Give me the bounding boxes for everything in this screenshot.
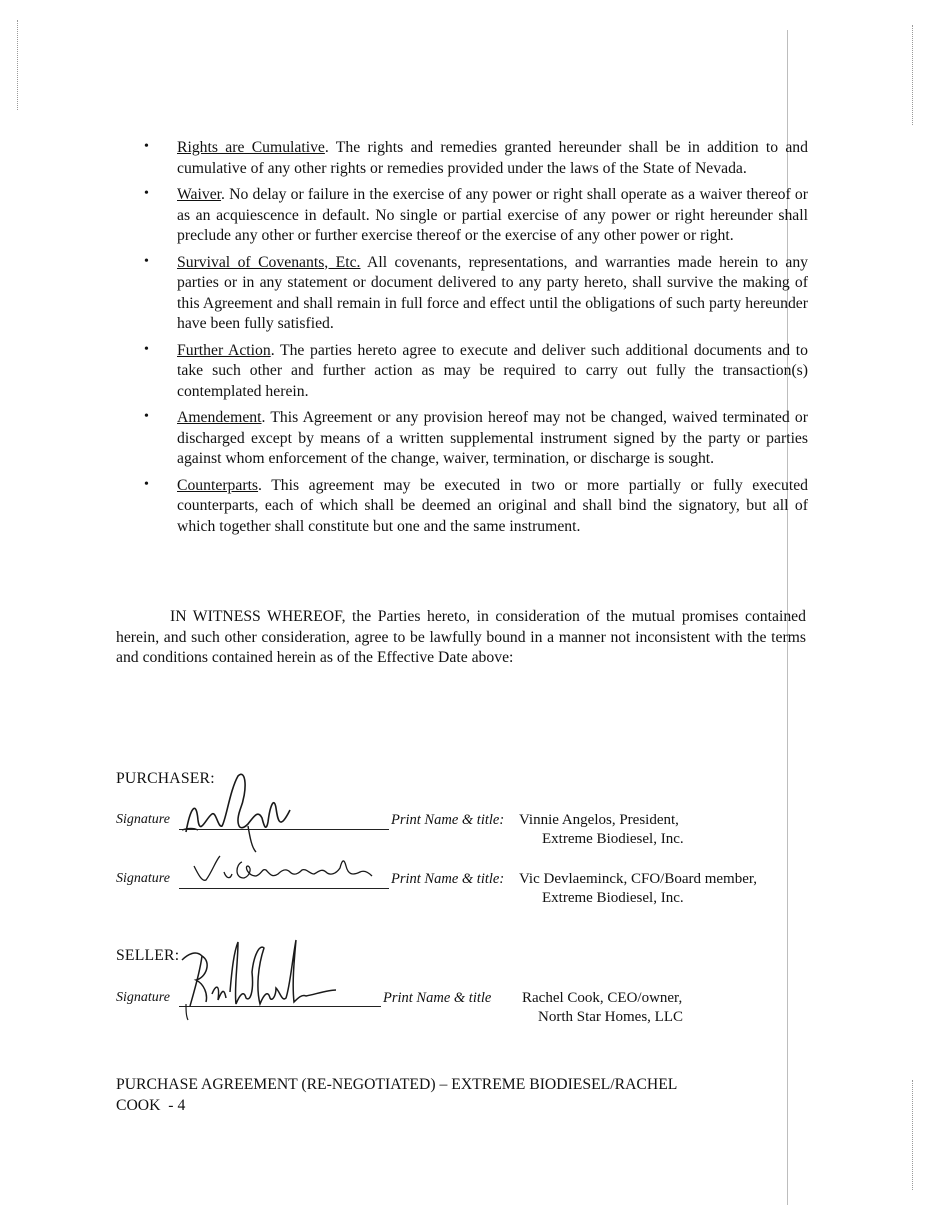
signer-name: Vinnie Angelos, President,: [519, 812, 679, 828]
clause-title: Counterparts: [177, 476, 259, 494]
signature-label: Signature: [116, 812, 170, 827]
seller-signature: [176, 932, 341, 1022]
bullet-icon: •: [144, 476, 149, 492]
clause-body: . The parties hereto agree to execute and deliver such additional documents and to take such other and further action as may be required to carry out fully the transaction(s) contemplated herein.: [177, 341, 809, 400]
print-name-label: Print Name & title: [383, 990, 492, 1006]
signature-label: Signature: [116, 990, 170, 1005]
clause-item: [140, 408, 808, 470]
bullet-icon: •: [144, 341, 149, 357]
signer-name: Rachel Cook, CEO/owner,: [522, 990, 683, 1006]
bullet-icon: •: [144, 139, 149, 154]
signature-label: Signature: [116, 871, 170, 886]
clause-text: [177, 341, 808, 403]
clause-title: Survival of Covenants, Etc.: [177, 253, 361, 271]
purchaser-heading: PURCHASER:: [116, 770, 215, 787]
scan-edge-mark-left: [17, 20, 19, 110]
print-name-label: Print Name & title:: [391, 871, 505, 887]
signer-company: Extreme Biodiesel, Inc.: [542, 890, 684, 906]
signer-company: Extreme Biodiesel, Inc.: [542, 831, 684, 847]
clause-body: . The rights and remedies granted hereunder shall be in addition to and cumulative of any other rights or remedies provided under the laws of the State of Nevada.: [177, 139, 808, 177]
purchaser-signature-2: [190, 852, 375, 892]
seller-heading: SELLER:: [116, 947, 180, 964]
clause-title: Further Action: [177, 341, 271, 359]
footer-title: PURCHASE AGREEMENT (RE-NEGOTIATED) – EXTREME BIODIESEL/RACHEL: [116, 1076, 678, 1093]
clause-item: [140, 138, 808, 179]
signer-name: Vic Devlaeminck, CFO/Board member,: [519, 871, 758, 887]
clause-title: Amendement: [177, 409, 262, 426]
bullet-icon: •: [144, 409, 149, 424]
signer-company: North Star Homes, LLC: [538, 1009, 683, 1025]
bullet-icon: •: [144, 253, 149, 269]
scan-edge-mark-right-bottom: [912, 1080, 914, 1190]
clause-text: [177, 138, 808, 179]
clause-item: [140, 185, 808, 247]
print-name-label: Print Name & title:: [391, 812, 505, 828]
clause-body: All covenants, representations, and warranties made herein to any parties or in any statement or document delivered to any party hereto, shall survive the making of this Agreement and shall remain in full force and effect until the obligations of such party hereunder have been fully satisfied.: [177, 253, 809, 332]
clause-text: [177, 185, 808, 247]
clause-text: [177, 408, 808, 470]
clause-item: [140, 341, 808, 403]
clause-item: [140, 476, 808, 538]
purchaser-signature-1: [178, 770, 303, 855]
clause-body: . This Agreement or any provision hereof may not be changed, waived terminated or discharged except by means of a written supplemental instrument signed by the party or parties against whom enforcement of the change, waiver, termination, or discharge is sought.: [177, 409, 808, 467]
clause-item: [140, 253, 808, 335]
clause-list: [140, 138, 808, 543]
clause-body: . This agreement may be executed in two or more partially or fully executed counterparts, each of which shall be deemed an original and shall bind the signatory, but all of which together shall constitute but one and the same instrument.: [177, 476, 808, 535]
document-footer: [116, 1075, 776, 1116]
clause-text: [177, 476, 808, 538]
clause-title: Waiver: [177, 186, 222, 203]
bullet-icon: •: [144, 186, 149, 201]
footer-page-number: COOK - 4: [116, 1096, 186, 1114]
witness-paragraph: IN WITNESS WHEREOF, the Parties hereto, in consideration of the mutual promises contained herein, and such other consideration, agree to be lawfully bound in a manner not inconsistent with the terms and conditions contained herein as of the Effective Date above:: [116, 608, 806, 666]
scan-edge-mark-right-top: [912, 25, 914, 125]
clause-body: . No delay or failure in the exercise of any power or right shall operate as a waiver thereof or as an acquiescence in default. No single or partial exercise of any power or right hereunder shall preclude any other or further exercise thereof or the exercise of any other power or right.: [177, 186, 808, 244]
clause-text: [177, 253, 808, 335]
clause-title: Rights are Cumulative: [177, 139, 325, 156]
